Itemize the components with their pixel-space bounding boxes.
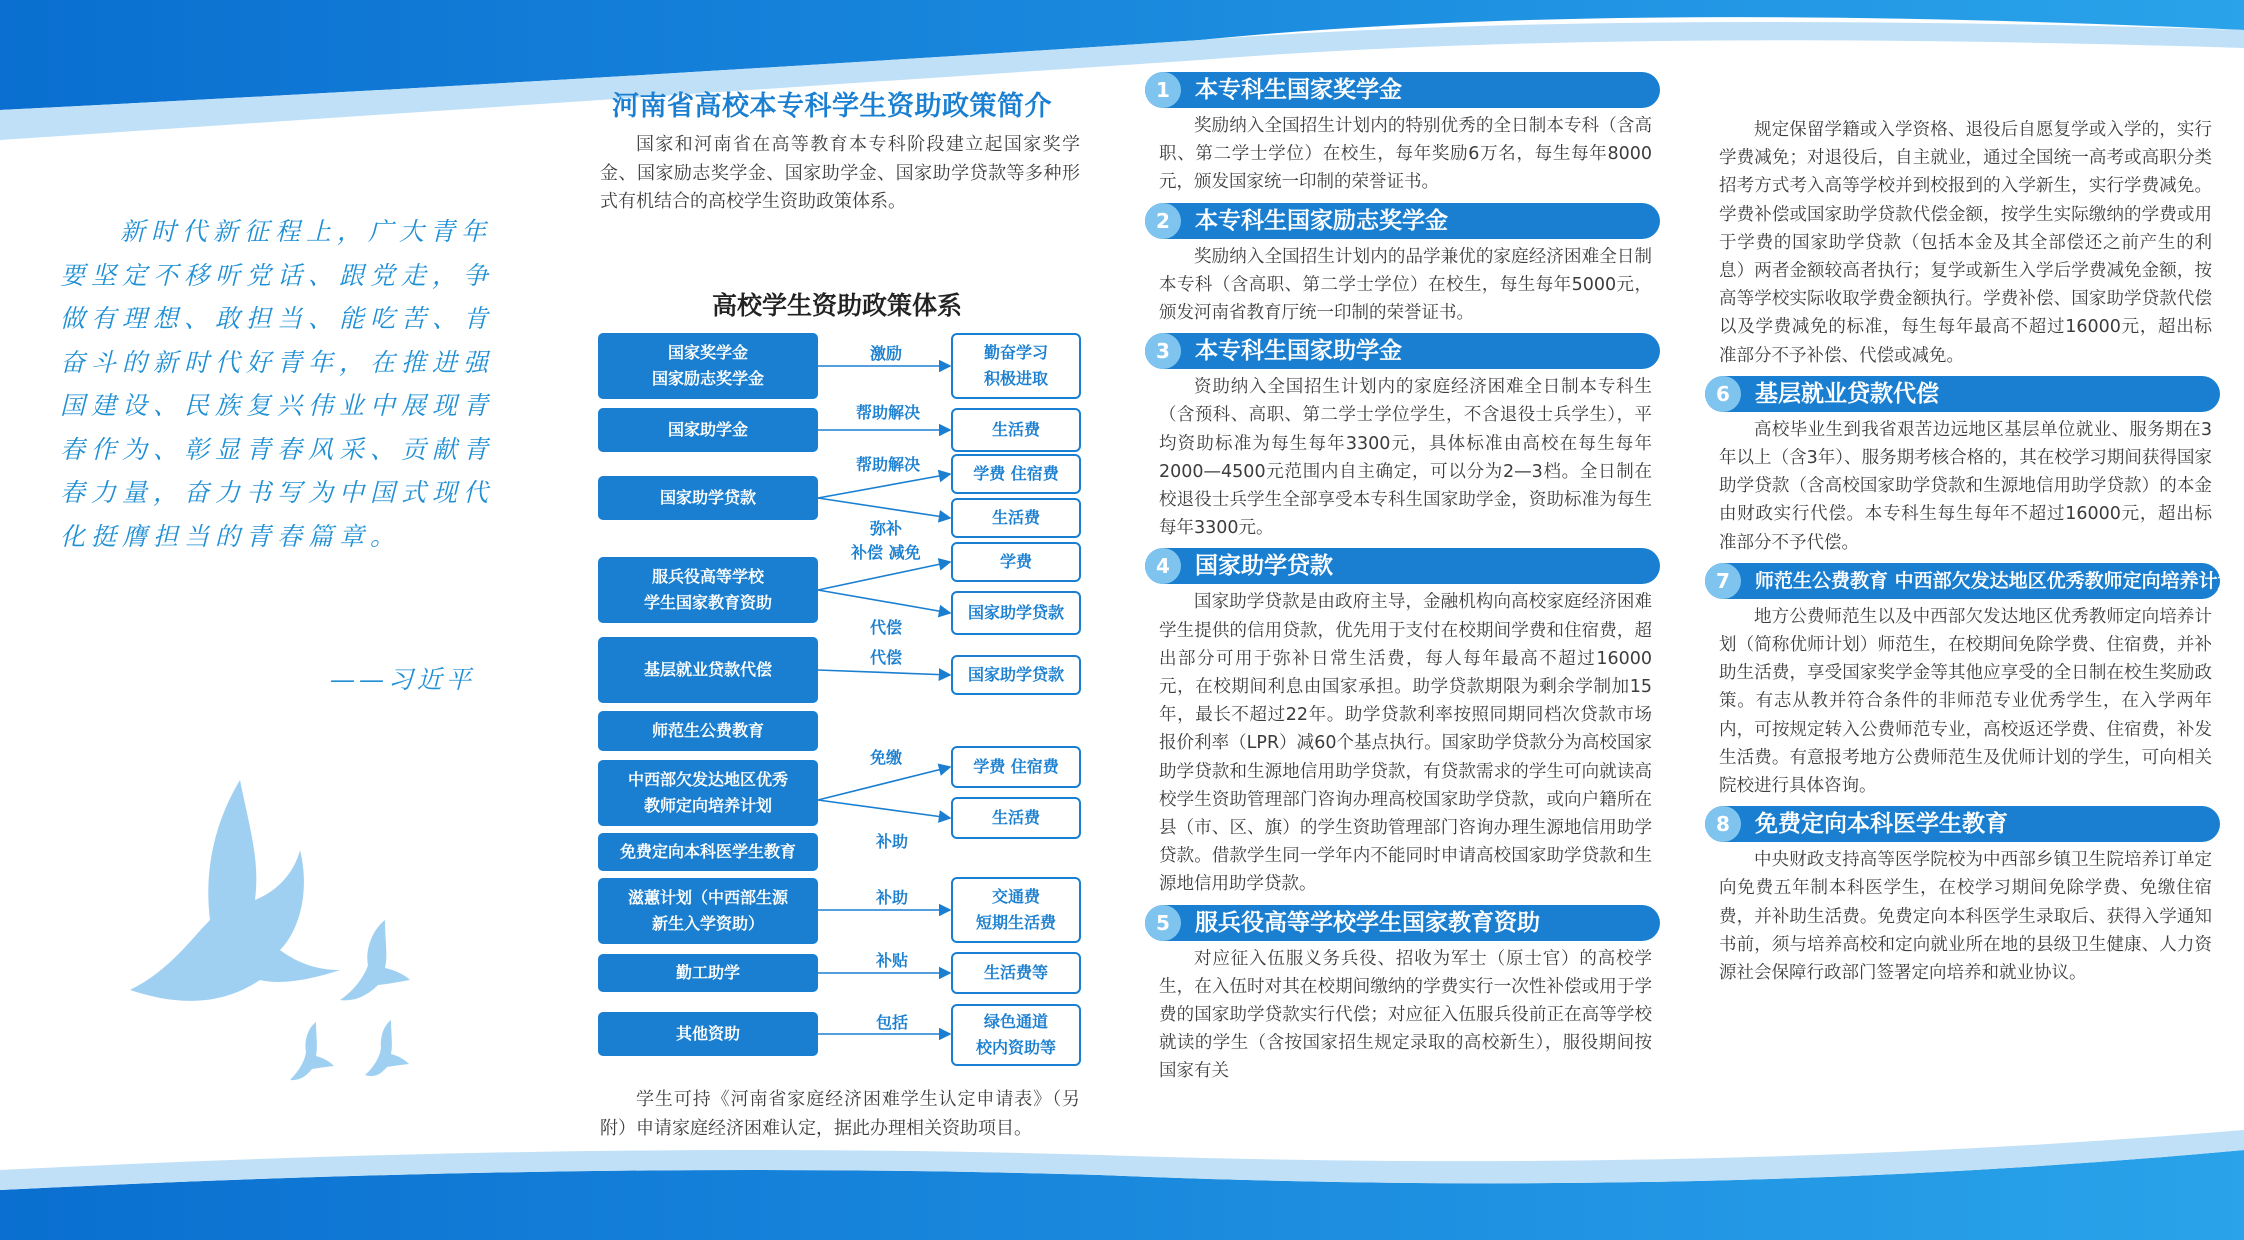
- chart-note: 学生可持《河南省家庭经济困难学生认定申请表》（另附）申请家庭经济困难认定，据此办理相关资助项目。: [600, 1089, 1080, 1139]
- chart-right-item: 学费 住宿费: [951, 746, 1081, 788]
- section-8-header: 8 免费定向本科医学生教育: [1705, 806, 2220, 842]
- section-7-body: 地方公费师范生以及中西部欠发达地区优秀教师定向培养计划（简称优师计划）师范生，在校期间免除学费、住宿费，并补助生活费，享受国家奖学金等其他应享受的全日制在校生奖励政策。有志从教并符合条件的非师范专业优秀学生，在入学两年内，可按规定转入公费师范专业，高校返还学费、住宿费，补发生活费。有意报考地方公费师范生及优师计划的学生，可向相关院校进行具体咨询。: [1719, 606, 2212, 797]
- section-5-continued: 规定保留学籍或入学资格、退役后自愿复学或入学的，实行学费减免；对退役后，自主就业，通过全国统一高考或高职分类招考方式考入高等学校并到校报到的入学新生，实行学费减免。学费补偿或国家助学贷款代偿金额，按学生实际缴纳的学费或用于学费的国家助学贷款（包括本金及其全部偿还之前产生的利息）两者金额较高者执行；复学或新生入学后学费减免金额，按高等学校实际收取学费金额执行。学费补偿、国家助学贷款代偿以及学费减免的标准，每生每年最高不超过16000元，超出标准部分不予补偿、代偿或减免。: [1719, 120, 2212, 366]
- chart-arrow-label: 免缴: [870, 748, 903, 767]
- section-4-header: 4 国家助学贷款: [1145, 548, 1660, 584]
- chart-right-item: 勤奋学习 积极进取: [951, 333, 1081, 399]
- chart-left-item: 滋蕙计划（中西部生源 新生入学资助）: [598, 878, 818, 944]
- section-2-header: 2 本专科生国家励志奖学金: [1145, 203, 1660, 239]
- chart-right-item: 交通费 短期生活费: [951, 877, 1081, 943]
- section-title: 本专科生国家助学金: [1195, 338, 1402, 365]
- section-title: 师范生公费教育 中西部欠发达地区优秀教师定向培养计划: [1755, 569, 2237, 592]
- quote-text: 新时代新征程上，广大青年要坚定不移听党话、跟党走，争做有理想、敢担当、能吃苦、肯奋斗的新时代好青年，在推进强国建设、民族复兴伟业中展现青春作为、彰显青春风采、贡献青春力量，奋力书写为中国式现代化挺膺担当的青春篇章。: [60, 217, 495, 551]
- chart-title: 高校学生资助政策体系: [712, 291, 963, 320]
- section-1-header: 1 本专科生国家奖学金: [1145, 72, 1660, 108]
- chart-right-item: 生活费: [951, 408, 1081, 452]
- chart-arrow-label: 补助: [876, 888, 909, 907]
- chart-arrow-label: 包括: [876, 1013, 909, 1032]
- chart-left-item: 免费定向本科医学生教育: [598, 833, 818, 871]
- chart-left-item: 服兵役高等学校 学生国家教育资助: [598, 557, 818, 623]
- chart-right-item: 学费: [951, 542, 1081, 582]
- chart-arrow-label: 补助: [876, 832, 909, 851]
- chart-right-item: 学费 住宿费: [951, 454, 1081, 494]
- policy-chart: [598, 330, 1088, 1070]
- section-6-body: 高校毕业生到我省艰苦边远地区基层单位就业、服务期在3年以上（含3年）、服务期考核合格的，其在校学习期间获得国家助学贷款（含高校国家助学贷款和生源地信用助学贷款）的本金由财政实行代偿。本专科生每生每年不超过16000元，超出标准部分不予代偿。: [1719, 419, 2212, 553]
- chart-arrow-label: 补偿 减免: [851, 543, 921, 562]
- chart-left-item: 师范生公费教育: [598, 711, 818, 751]
- section-3-body: 资助纳入全国招生计划内的家庭经济困难全日制本专科生（含预科、高职、第二学士学位学生，不含退役士兵学生），平均资助标准为每生每年3300元，具体标准由高校在每生每年2000—4500元范围内自主确定，可以分为2—3档。全日制在校退役士兵学生全部享受本专科生国家助学金，资助标准为每生每年3300元。: [1159, 377, 1652, 539]
- chart-left-item: 中西部欠发达地区优秀 教师定向培养计划: [598, 760, 818, 826]
- chart-right-item: 国家助学贷款: [951, 591, 1081, 635]
- dove-icon: [110, 770, 450, 1110]
- chart-arrow-label: 弥补: [870, 519, 903, 538]
- chart-left-item: 勤工助学: [598, 954, 818, 992]
- chart-right-item: 生活费: [951, 797, 1081, 839]
- section-title: 本专科生国家励志奖学金: [1195, 207, 1448, 234]
- chart-right-item: 生活费: [951, 498, 1081, 538]
- quote-panel: [60, 210, 500, 558]
- chart-left-item: 国家助学金: [598, 408, 818, 452]
- intro-panel: [600, 84, 1080, 217]
- chart-note-panel: [600, 1086, 1080, 1143]
- section-2-body: 奖励纳入全国招生计划内的品学兼优的家庭经济困难全日制本专科（含高职、第二学士学位）在校生，每生每年5000元，颁发河南省教育厅统一印制的荣誉证书。: [1159, 246, 1652, 324]
- chart-arrow-label: 帮助解决: [856, 455, 921, 474]
- intro-body: 国家和河南省在高等教育本专科阶段建立起国家奖学金、国家励志奖学金、国家助学金、国家助学贷款等多种形式有机结合的高校学生资助政策体系。: [600, 134, 1080, 212]
- quote-author: ——习近平: [330, 665, 476, 694]
- section-title: 免费定向本科医学生教育: [1755, 811, 2008, 838]
- section-title: 本专科生国家奖学金: [1195, 77, 1402, 103]
- chart-left-item: 基层就业贷款代偿: [598, 637, 818, 703]
- section-4-body: 国家助学贷款是由政府主导，金融机构向高校家庭经济困难学生提供的信用贷款，优先用于支付在校期间学费和住宿费，超出部分可用于弥补日常生活费，每人每年最高不超过16000元，在校期间利息由国家承担。助学贷款期限为剩余学制加15年，最长不超过22年。助学贷款利率按照同期同档次贷款市场报价利率（LPR）减60个基点执行。国家助学贷款分为高校国家助学贷款和生源地信用助学贷款，有贷款需求的学生可向就读高校学生资助管理部门咨询办理高校国家助学贷款，或向户籍所在县（市、区、旗）的学生资助管理部门咨询办理生源地信用助学贷款。借款学生同一学年内不能同时申请高校国家助学贷款和生源地信用助学贷款。: [1159, 592, 1652, 895]
- chart-arrow-label: 激励: [870, 344, 903, 363]
- sections-column-2: [1705, 116, 2237, 987]
- chart-arrow-label: 补贴: [876, 951, 909, 970]
- chart-right-item: 国家助学贷款: [951, 655, 1081, 695]
- sections-column-1: [1145, 66, 1660, 1086]
- chart-left-item: 其他资助: [598, 1012, 818, 1056]
- section-title: 基层就业贷款代偿: [1755, 380, 1939, 407]
- section-5-body: 对应征入伍服义务兵役、招收为军士（原士官）的高校学生，在入伍时对其在校期间缴纳的学费实行一次性补偿或用于学费的国家助学贷款实行代偿；对应征入伍服兵役前正在高等学校就读的学生（含按国家招生规定录取的高校新生），服役期间按国家有关: [1159, 948, 1652, 1082]
- section-6-header: 6 基层就业贷款代偿: [1705, 376, 2220, 412]
- intro-title: 河南省高校本专科学生资助政策简介: [612, 91, 1052, 122]
- chart-right-item: 生活费等: [951, 952, 1081, 994]
- chart-right-item: 绿色通道 校内资助等: [951, 1004, 1081, 1066]
- section-3-header: 3 本专科生国家助学金: [1145, 333, 1660, 369]
- chart-left-item: 国家助学贷款: [598, 476, 818, 520]
- section-8-body: 中央财政支持高等医学院校为中西部乡镇卫生院培养订单定向免费五年制本科医学生，在校学习期间免除学费、免缴住宿费，并补助生活费。免费定向本科医学生录取后、获得入学通知书前，须与培养高校和定向就业所在地的县级卫生健康、人力资源社会保障行政部门签署定向培养和就业协议。: [1719, 850, 2212, 984]
- section-title: 国家助学贷款: [1195, 553, 1333, 580]
- section-5-header: 5 服兵役高等学校学生国家教育资助: [1145, 905, 1660, 941]
- section-title: 服兵役高等学校学生国家教育资助: [1195, 909, 1540, 936]
- chart-arrow-label: 代偿: [870, 618, 903, 637]
- chart-arrow-label: 代偿: [870, 648, 903, 667]
- chart-arrow-label: 帮助解决: [856, 403, 921, 422]
- section-1-body: 奖励纳入全国招生计划内的特别优秀的全日制本专科（含高职、第二学士学位）在校生，每年奖励6万名，每生每年8000元，颁发国家统一印制的荣誉证书。: [1159, 116, 1652, 193]
- section-7-header: 7 师范生公费教育 中西部欠发达地区优秀教师定向培养计划: [1705, 563, 2220, 599]
- chart-left-item: 国家奖学金 国家励志奖学金: [598, 333, 818, 399]
